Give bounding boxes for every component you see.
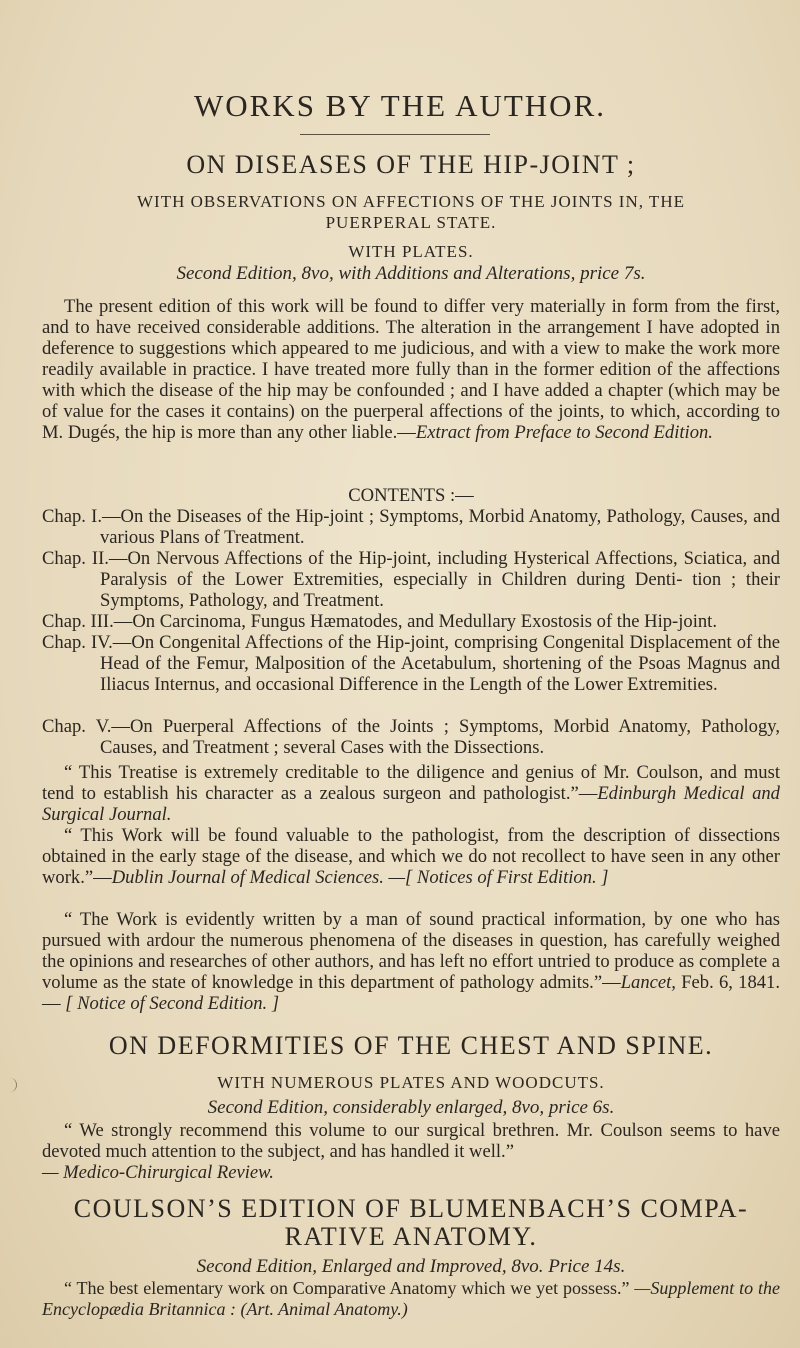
review-dublin-text: “ This Work will be found valuable to the pathologist, from the description of dissections obtained in the early stage of the disease, and which we do not recollect to have seen in any other work.”—	[42, 825, 780, 888]
book3-review-source: —Supplement to the Encyclopædia Britannica : (Art. Animal Anatomy.)	[42, 1278, 781, 1319]
book3-review	[42, 1278, 780, 1320]
book3-edition: Second Edition, Enlarged and Improved, 8vo. Price 14s.	[196, 1256, 626, 1277]
margin-mark	[6, 1078, 17, 1092]
book1-subtitle-line1: WITH OBSERVATIONS ON AFFECTIONS OF THE JOINTS IN, THE	[137, 192, 685, 211]
book2-review-source: — Medico-Chirurgical Review.	[42, 1162, 274, 1183]
chapter-4: Chap. IV.—On Congenital Affections of the Hip-joint, comprising Congenital Displacement of the Head of the Femur, Malposition of the Acetabulum, shortening of the Psoas Magnus and Iliacus Internus, and occasional Difference in the Length of the Lower Extremities.	[42, 632, 780, 695]
review-edinburgh	[42, 762, 780, 825]
contents-heading: CONTENTS :—	[348, 485, 474, 506]
book3-review-text: “ The best elementary work on Comparative Anatomy which we yet possess.”	[64, 1278, 630, 1298]
review-dublin	[42, 825, 780, 888]
book3-title: COULSON’S EDITION OF BLUMENBACH’S COMPA- RATIVE ANATOMY.	[73, 1194, 749, 1251]
page-header: WORKS BY THE AUTHOR.	[193, 88, 606, 123]
header-rule	[300, 134, 490, 135]
chapter-2: Chap. II.—On Nervous Affections of the Hip-joint, including Hysterical Affections, Sciatica, and Paralysis of the Lower Extremities, especially in Children during Denti- tion ; their Symptoms, Pathology, and Treatment.	[42, 548, 780, 611]
chapter-1: Chap. I.—On the Diseases of the Hip-joint ; Symptoms, Morbid Anatomy, Pathology, Causes, and various Plans of Treatment.	[42, 506, 780, 548]
book1-edition: Second Edition, 8vo, with Additions and Alterations, price 7s.	[176, 263, 646, 284]
book2-edition: Second Edition, considerably enlarged, 8vo, price 6s.	[207, 1097, 615, 1118]
book1-title: ON DISEASES OF THE HIP-JOINT ;	[186, 150, 636, 179]
chapter-5: Chap. V.—On Puerperal Affections of the Joints ; Symptoms, Morbid Anatomy, Pathology, Causes, and Treatment ; several Cases with the Dissections.	[42, 716, 780, 758]
review-dublin-note: —[ Notices of First Edition. ]	[388, 867, 609, 888]
review-edinburgh-source: Edinburgh Medical and Surgical Journal.	[42, 783, 780, 825]
review-lancet-note: [ Notice of Second Edition. ]	[65, 993, 280, 1014]
review-lancet-source: Lancet,	[620, 972, 676, 993]
review-lancet-text: “ The Work is evidently written by a man of sound practical information, by one who has pursued with ardour the numerous phenomena of the diseases in question, has carefully weighed the opinions and researches of other authors, and has left no effort untried to produce as complete a volume as the state of knowledge in this department of pathology admits.”—	[42, 909, 780, 993]
book2-review-text: “ We strongly recommend this volume to our surgical brethren. Mr. Coulson seems to have devoted much attention to the subject, and has handled it well.”	[42, 1120, 780, 1162]
review-lancet	[42, 909, 780, 1014]
chapter-3: Chap. III.—On Carcinoma, Fungus Hæmatodes, and Medullary Exostosis of the Hip-joint.	[42, 611, 717, 632]
book1-subtitle-line2: PUERPERAL STATE.	[325, 213, 497, 232]
review-edinburgh-text: “ This Treatise is extremely creditable to the diligence and genius of Mr. Coulson, and must tend to establish his character as a zealous surgeon and pathologist.”—	[42, 762, 780, 804]
preface-source: Extract from Preface to Second Edition.	[415, 422, 713, 443]
book1-preface	[42, 296, 780, 443]
book2-title: ON DEFORMITIES OF THE CHEST AND SPINE.	[108, 1031, 714, 1060]
review-dublin-source: Dublin Journal of Medical Sciences.	[111, 867, 384, 888]
review-lancet-date: Feb. 6, 1841.—	[42, 972, 780, 1014]
preface-body: The present edition of this work will be found to differ very materially in form from the first, and to have received considerable additions. The alteration in the arrangement I have adopted in deference to suggestions which appeared to me judicious, and with a view to make the work more readily available in practice. I have treated more fully than in the former edition of the affections with which the disease of the hip may be confounded ; and I have added a chapter (which may be of value for the cases it contains) on the puerperal affections of the joints, to which, according to M. Dugés, the hip is more than any other liable.—	[42, 296, 780, 443]
book2-review	[42, 1120, 780, 1183]
book2-subtitle: WITH NUMEROUS PLATES AND WOODCUTS.	[217, 1073, 605, 1092]
book1-plates: WITH PLATES.	[348, 242, 474, 261]
